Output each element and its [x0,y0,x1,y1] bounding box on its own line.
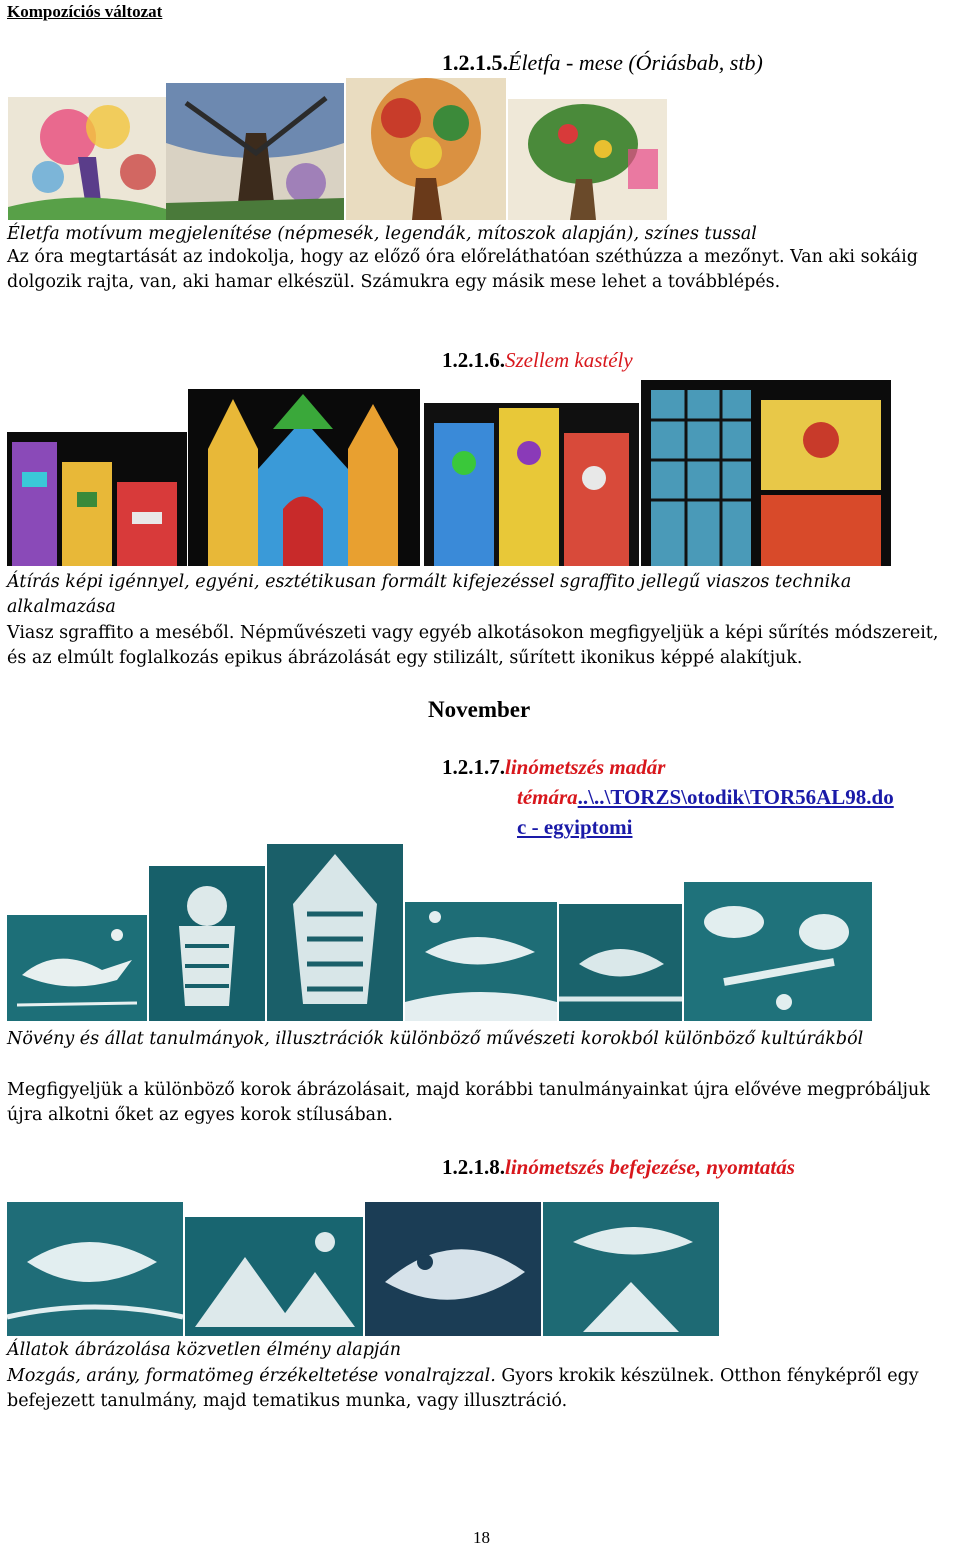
section-4-text-normal: Gyors krokik készülnek. Otthon fényképről egy befejezett tanulmány, majd tematikus munka, vagy illusztráció. [7,1366,919,1411]
linocut-bird-print-3 [267,844,403,1021]
ghost-castle-artwork-2 [188,389,420,566]
section-4-text-italic: Mozgás, arány, formatömeg érzékeltetése vonalrajzzal. [7,1366,496,1386]
section-3-link-line-1[interactable]: ..\..\TORZS\otodik\TOR56AL98.do [577,785,894,809]
section-3-heading [442,752,957,842]
section-3-heading-line-3 [442,812,957,842]
tree-of-life-drawing-3 [346,78,506,220]
header-title: Kompozíciós változat [7,2,163,21]
section-4-number: 1.2.1.8. [442,1155,505,1179]
linocut-print-2 [185,1217,363,1336]
linocut-print-4 [543,1202,719,1336]
tree-of-life-drawing-1 [8,97,166,220]
section-3-text: Megfigyeljük a különböző korok ábrázolásait, majd korábbi tanulmányainkat újra elővéve megpróbáljuk újra alkotni őket az egyes korok stílusában. [7,1080,930,1125]
section-3-caption: Növény és állat tanulmányok, illusztrációk különböző művészeti korokból különböző kultúrákból [7,1029,864,1049]
linocut-bird-print-4 [405,902,557,1021]
section-2-heading [442,348,633,373]
section-3-link-line-2[interactable]: c - egyiptomi [517,815,633,839]
section-4-title: linómetszés befejezése, nyomtatás [505,1155,795,1179]
ghost-castle-artwork-3 [424,403,639,566]
section-4-text [7,1364,953,1414]
section-2-title: Szellem kastély [505,348,633,372]
linocut-print-3 [365,1202,541,1336]
ghost-castle-artwork-1 [7,432,187,566]
section-1-title: Életfa - mese (Óriásbab, stb) [508,50,763,75]
month-heading: November [428,697,531,722]
tree-of-life-drawing-2 [166,83,344,220]
page-number: 18 [473,1528,490,1547]
section-3-heading-line-2 [442,782,957,812]
section-3-heading-line-1 [442,752,957,782]
section-3-title-line-2: témára [517,785,578,809]
linocut-bird-print-2 [149,866,265,1021]
section-4-heading [442,1155,795,1180]
section-3-number: 1.2.1.7. [442,755,505,779]
linocut-print-1 [7,1202,183,1336]
section-4-caption: Állatok ábrázolása közvetlen élmény alapján [7,1340,402,1360]
section-2-text: Viasz sgraffito a meséből. Népművészeti vagy egyéb alkotásokon megfigyeljük a képi sűrítés módszereit, és az elmúlt foglalkozás epikus ábrázolását egy stilizált, sűrített ikonikus képpé alakítjuk. [7,623,939,668]
linocut-bird-print-1 [7,915,147,1021]
section-1-heading [442,50,763,76]
ghost-castle-artwork-4 [641,380,891,566]
section-2-caption: Átírás képi igénnyel, egyéni, esztétikusan formált kifejezéssel sgraffito jellegű viaszos technika alkalmazása [7,572,852,617]
section-2-number: 1.2.1.6. [442,348,505,372]
section-1-caption: Életfa motívum megjelenítése (népmesék, legendák, mítoszok alapján), színes tussal [7,224,757,244]
linocut-bird-print-6 [684,882,872,1021]
tree-of-life-drawing-4 [508,99,667,220]
section-1-text: Az óra megtartását az indokolja, hogy az előző óra előreláthatóan széthúzza a mezőnyt. Van aki sokáig dolgozik rajta, van, aki hamar elkészül. Számukra egy másik mese lehet a továbblépés. [7,247,918,292]
section-3-title-line-1: linómetszés madár [505,755,666,779]
linocut-bird-print-5 [559,904,682,1021]
section-1-number: 1.2.1.5. [442,50,508,75]
